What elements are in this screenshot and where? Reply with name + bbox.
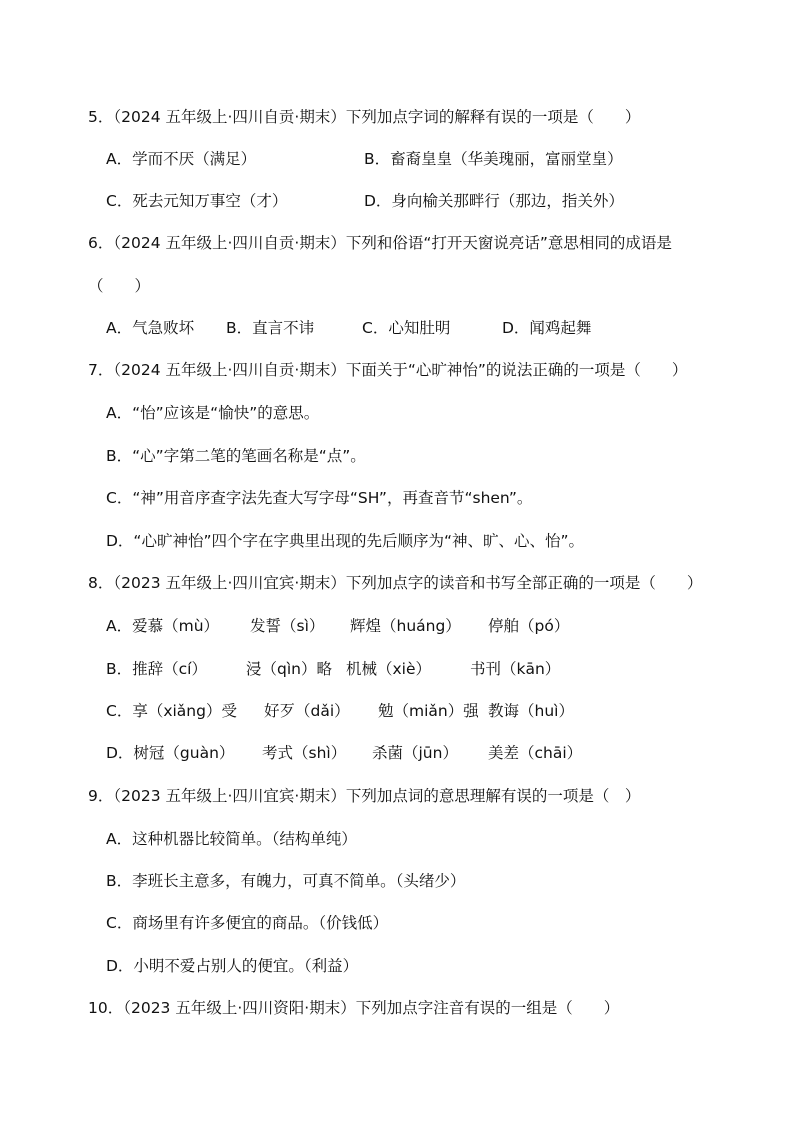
question-9-option-a: A．这种机器比较简单。（结构单纯） xyxy=(106,830,357,848)
question-8-row-d-item-3: 杀菌（jūn） xyxy=(372,744,458,762)
question-8-stem: 8．（2023 五年级上·四川宜宾·期末）下列加点字的读音和书写全部正确的一项是（ ） xyxy=(88,574,703,592)
question-8-row-c-item-1: C．享（xiǎng）受 xyxy=(106,702,237,720)
question-8-row-c-item-3: 勉（miǎn）强 xyxy=(378,702,479,720)
question-8-row-a-item-3: 辉煌（huáng） xyxy=(350,617,461,635)
question-8-row-c-item-2: 好歹（dǎi） xyxy=(264,702,350,720)
question-8-row-d-item-1: D．树冠（guàn） xyxy=(106,744,235,762)
question-8-row-a-item-1: A．爱慕（mù） xyxy=(106,617,220,635)
question-5-option-b: B．畜裔皇皇（华美瑰丽，富丽堂皇） xyxy=(364,150,623,168)
question-8-row-b-item-3: 机械（xiè） xyxy=(346,660,432,678)
question-7-stem: 7．（2024 五年级上·四川自贡·期末）下面关于“心旷神怡”的说法正确的一项是（ ） xyxy=(88,361,688,379)
question-6-option-a: A．气急败坏 xyxy=(106,319,195,337)
question-6-option-c: C．心知肚明 xyxy=(362,319,451,337)
question-8-row-c-item-4: 教诲（huì） xyxy=(488,702,574,720)
question-7-option-c: C．“神”用音序查字法先查大写字母“SH”，再查音节“shen”。 xyxy=(106,489,533,507)
question-9-option-c: C．商场里有许多便宜的商品。（价钱低） xyxy=(106,914,389,932)
question-8-row-b-item-1: B．推辞（cí） xyxy=(106,660,207,678)
question-9-option-b: B．李班长主意多，有魄力，可真不简单。（头绪少） xyxy=(106,872,466,890)
question-6-option-b: B．直言不讳 xyxy=(226,319,315,337)
question-8-row-a-item-4: 停舶（pó） xyxy=(488,617,570,635)
question-6-stem: 6．（2024 五年级上·四川自贡·期末）下列和俗语“打开天窗说亮话”意思相同的成语是 xyxy=(88,234,672,252)
question-5-option-c: C．死去元知万事空（才） xyxy=(106,192,288,210)
question-9-option-d: D．小明不爱占别人的便宜。（利益） xyxy=(106,957,359,975)
question-8-row-a-item-2: 发誓（sì） xyxy=(250,617,325,635)
question-8-row-d-item-2: 考式（shì） xyxy=(262,744,347,762)
question-7-option-b: B．“心”字第二笔的笔画名称是“点”。 xyxy=(106,447,366,465)
question-5-option-a: A．学而不厌（满足） xyxy=(106,150,257,168)
question-5-stem: 5．（2024 五年级上·四川自贡·期末）下列加点字词的解释有误的一项是（ ） xyxy=(88,108,641,126)
question-8-row-b-item-4: 书刊（kān） xyxy=(470,660,561,678)
question-7-option-d: D．“心旷神怡”四个字在字典里出现的先后顺序为“神、旷、心、怡”。 xyxy=(106,532,585,550)
question-9-stem: 9．（2023 五年级上·四川宜宾·期末）下列加点词的意思理解有误的一项是（ ） xyxy=(88,787,641,805)
question-6-stem-continuation: （ ） xyxy=(88,277,151,295)
question-8-row-b-item-2: 浸（qìn）略 xyxy=(246,660,332,678)
question-5-option-d: D．身向榆关那畔行（那边，指关外） xyxy=(364,192,624,210)
question-7-option-a: A．“怡”应该是“愉快”的意思。 xyxy=(106,404,320,422)
question-10-stem: 10．（2023 五年级上·四川资阳·期末）下列加点字注音有误的一组是（ ） xyxy=(88,999,620,1017)
question-6-option-d: D．闻鸡起舞 xyxy=(502,319,592,337)
question-8-row-d-item-4: 美差（chāi） xyxy=(488,744,583,762)
